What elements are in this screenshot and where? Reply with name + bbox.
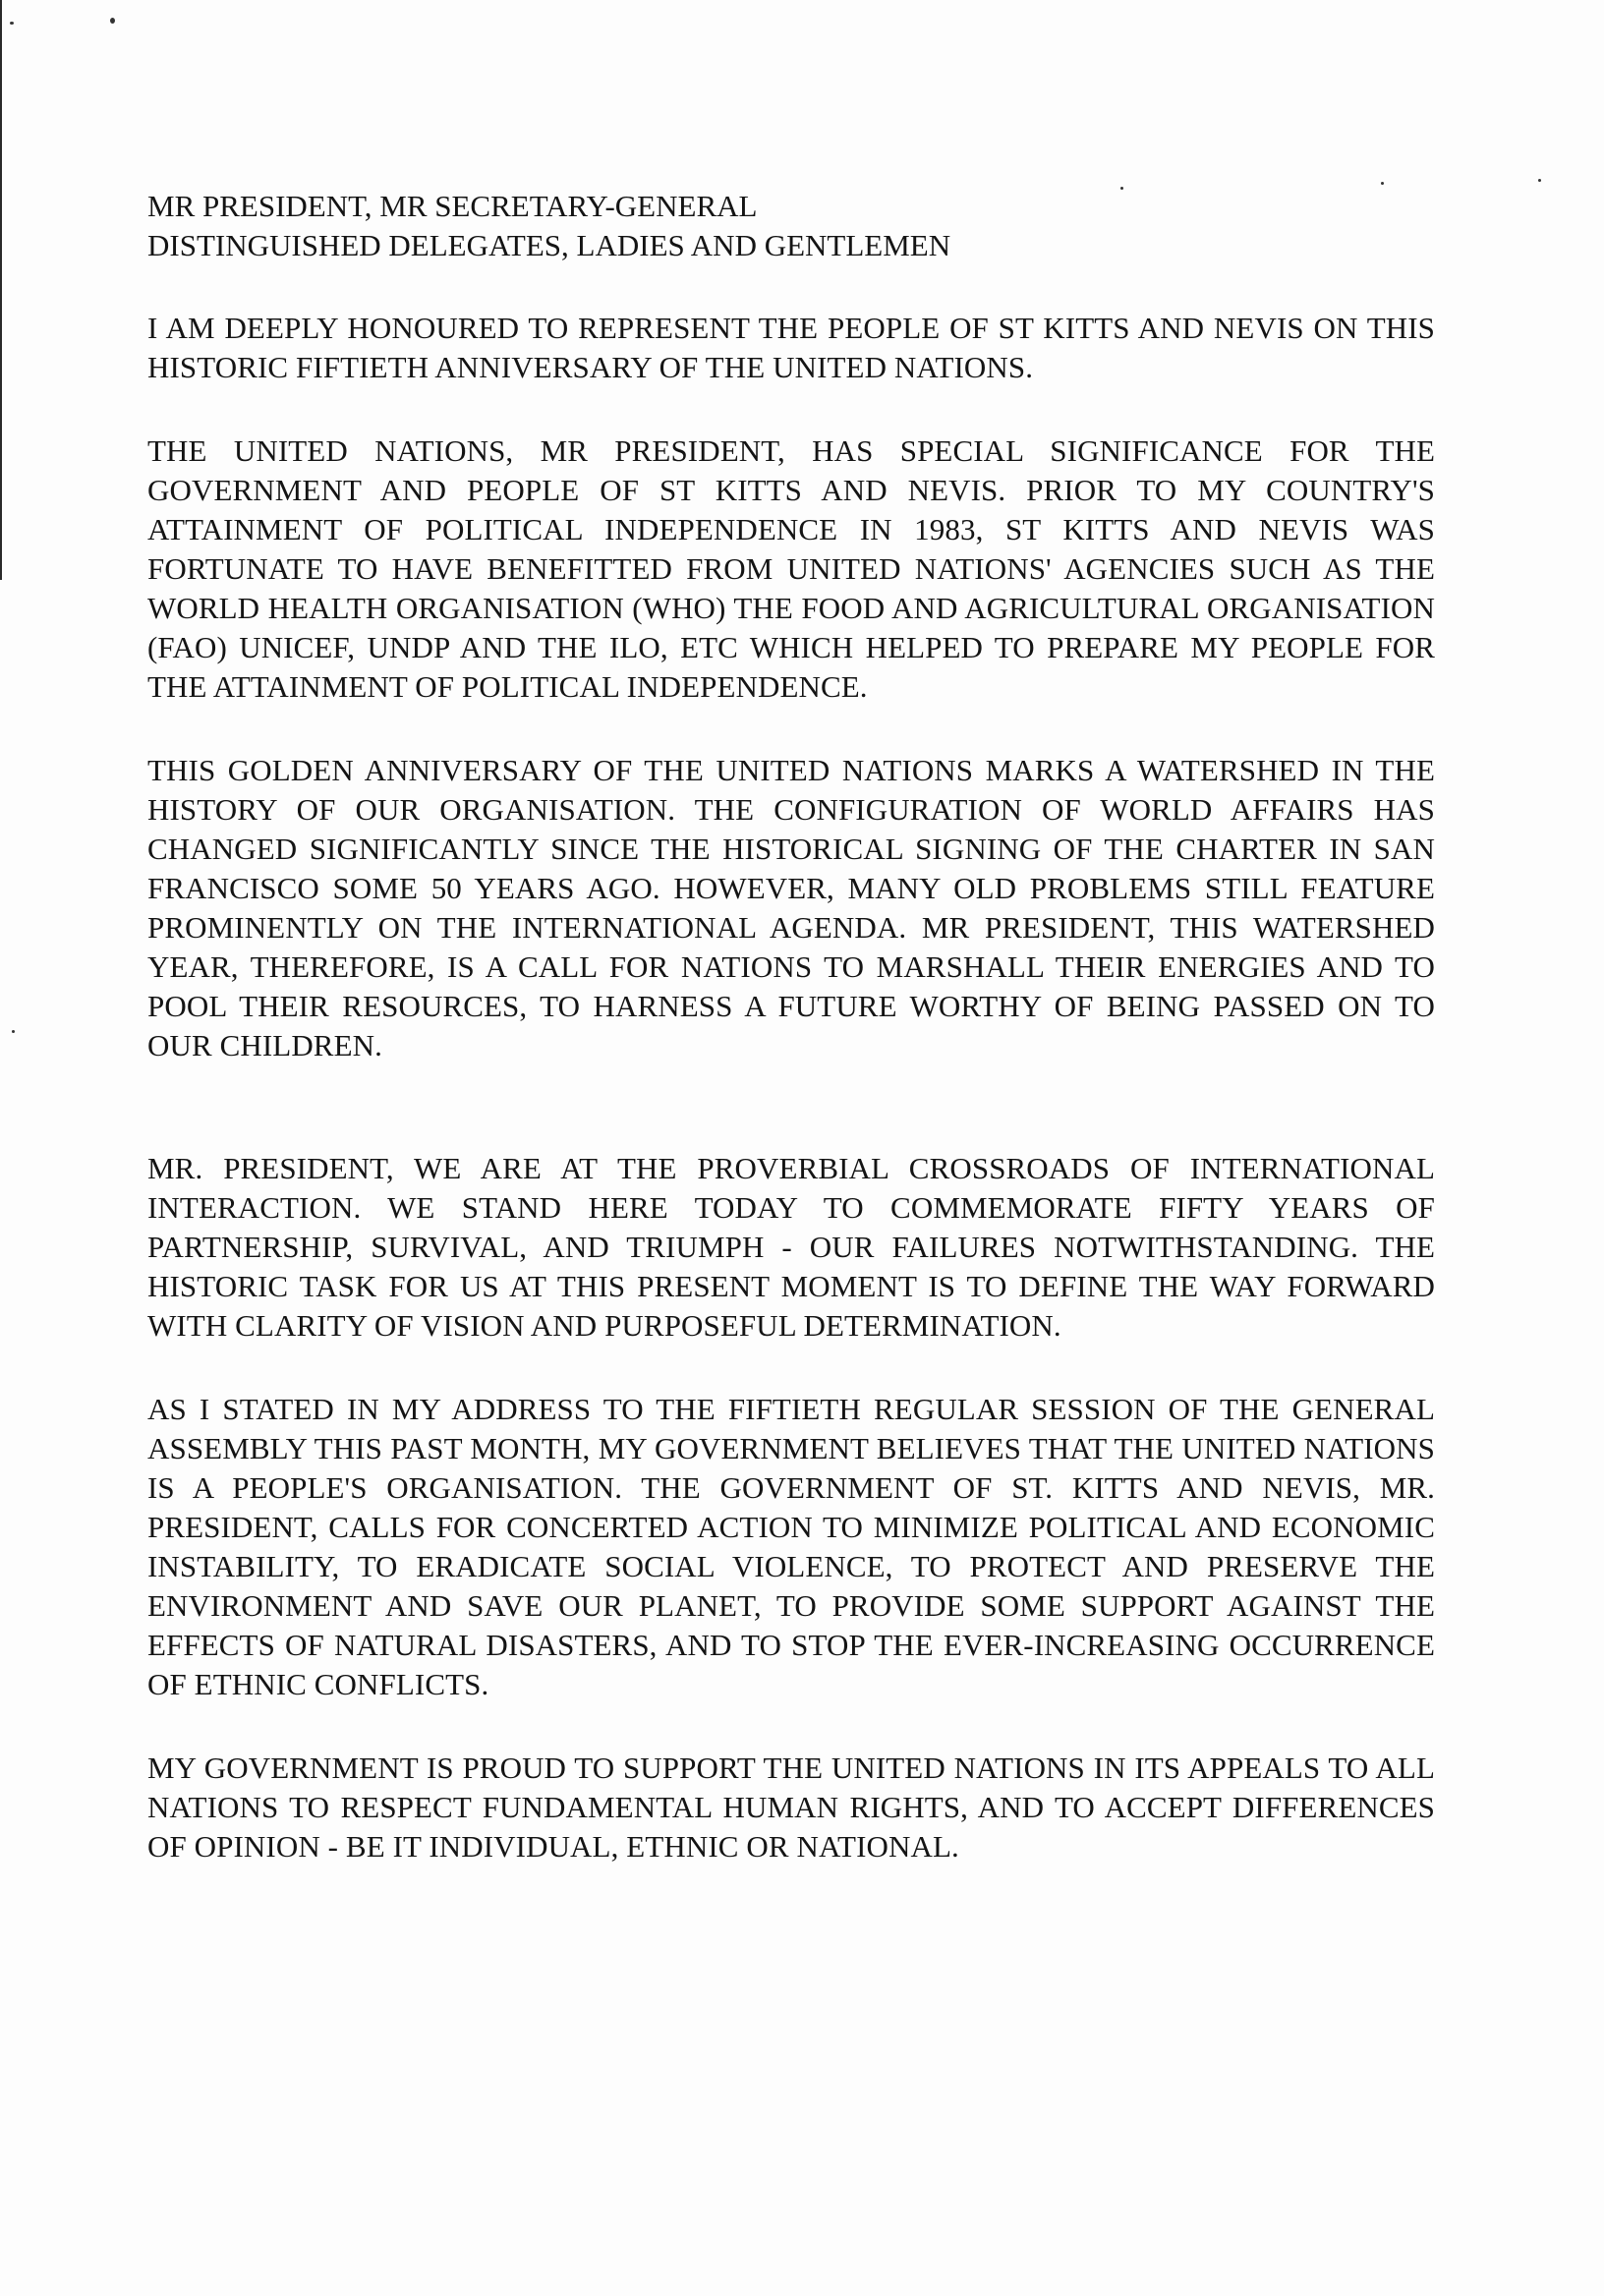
paragraph-1: I AM DEEPLY HONOURED TO REPRESENT THE PEOPLE OF ST KITTS AND NEVIS ON THIS HISTORIC FIFTIETH ANNIVERSARY OF THE UNITED NATIONS.: [147, 311, 1435, 384]
salutation: [147, 187, 1435, 265]
scan-speck: [1381, 182, 1384, 185]
salutation-line-1: MR PRESIDENT, MR SECRETARY-GENERAL: [147, 189, 758, 223]
paragraph-4: MR. PRESIDENT, WE ARE AT THE PROVERBIAL CROSSROADS OF INTERNATIONAL INTERACTION. WE STAND HERE TODAY TO COMMEMORATE FIFTY YEARS OF PARTNERSHIP, SURVIVAL, AND TRIUMPH - OUR FAILURES NOTWITHSTANDING. THE HISTORIC TASK FOR US AT THIS PRESENT MOMENT IS TO DEFINE THE WAY FORWARD WITH CLARITY OF VISION AND PURPOSEFUL DETERMINATION.: [147, 1151, 1435, 1343]
speech-text: [147, 187, 1435, 1911]
scan-speck: [110, 18, 115, 24]
scan-speck: [12, 1030, 15, 1033]
paragraph-2: THE UNITED NATIONS, MR PRESIDENT, HAS SPECIAL SIGNIFICANCE FOR THE GOVERNMENT AND PEOPLE OF ST KITTS AND NEVIS. PRIOR TO MY COUNTRY'S ATTAINMENT OF POLITICAL INDEPENDENCE IN 1983, ST KITTS AND NEVIS WAS FORTUNATE TO HAVE BENEFITTED FROM UNITED NATIONS' AGENCIES SUCH AS THE WORLD HEALTH ORGANISATION (WHO) THE FOOD AND AGRICULTURAL ORGANISATION (FAO) UNICEF, UNDP AND THE ILO, ETC WHICH HELPED TO PREPARE MY PEOPLE FOR THE ATTAINMENT OF POLITICAL INDEPENDENCE.: [147, 433, 1435, 704]
paragraph-6: MY GOVERNMENT IS PROUD TO SUPPORT THE UNITED NATIONS IN ITS APPEALS TO ALL NATIONS TO RESPECT FUNDAMENTAL HUMAN RIGHTS, AND TO ACCEPT DIFFERENCES OF OPINION - BE IT INDIVIDUAL, ETHNIC OR NATIONAL.: [147, 1751, 1435, 1864]
scan-edge-line: [0, 0, 2, 580]
scan-speck: [10, 22, 14, 25]
paragraph-3: THIS GOLDEN ANNIVERSARY OF THE UNITED NATIONS MARKS A WATERSHED IN THE HISTORY OF OUR ORGANISATION. THE CONFIGURATION OF WORLD AFFAIRS HAS CHANGED SIGNIFICANTLY SINCE THE HISTORICAL SIGNING OF THE CHARTER IN SAN FRANCISCO SOME 50 YEARS AGO. HOWEVER, MANY OLD PROBLEMS STILL FEATURE PROMINENTLY ON THE INTERNATIONAL AGENDA. MR PRESIDENT, THIS WATERSHED YEAR, THEREFORE, IS A CALL FOR NATIONS TO MARSHALL THEIR ENERGIES AND TO POOL THEIR RESOURCES, TO HARNESS A FUTURE WORTHY OF BEING PASSED ON TO OUR CHILDREN.: [147, 753, 1435, 1062]
scan-speck: [1538, 179, 1541, 182]
paragraph-5: AS I STATED IN MY ADDRESS TO THE FIFTIETH REGULAR SESSION OF THE GENERAL ASSEMBLY THIS PAST MONTH, MY GOVERNMENT BELIEVES THAT THE UNITED NATIONS IS A PEOPLE'S ORGANISATION. THE GOVERNMENT OF ST. KITTS AND NEVIS, MR. PRESIDENT, CALLS FOR CONCERTED ACTION TO MINIMIZE POLITICAL AND ECONOMIC INSTABILITY, TO ERADICATE SOCIAL VIOLENCE, TO PROTECT AND PRESERVE THE ENVIRONMENT AND SAVE OUR PLANET, TO PROVIDE SOME SUPPORT AGAINST THE EFFECTS OF NATURAL DISASTERS, AND TO STOP THE EVER-INCREASING OCCURRENCE OF ETHNIC CONFLICTS.: [147, 1392, 1435, 1701]
salutation-line-2: DISTINGUISHED DELEGATES, LADIES AND GENTLEMEN: [147, 228, 951, 262]
